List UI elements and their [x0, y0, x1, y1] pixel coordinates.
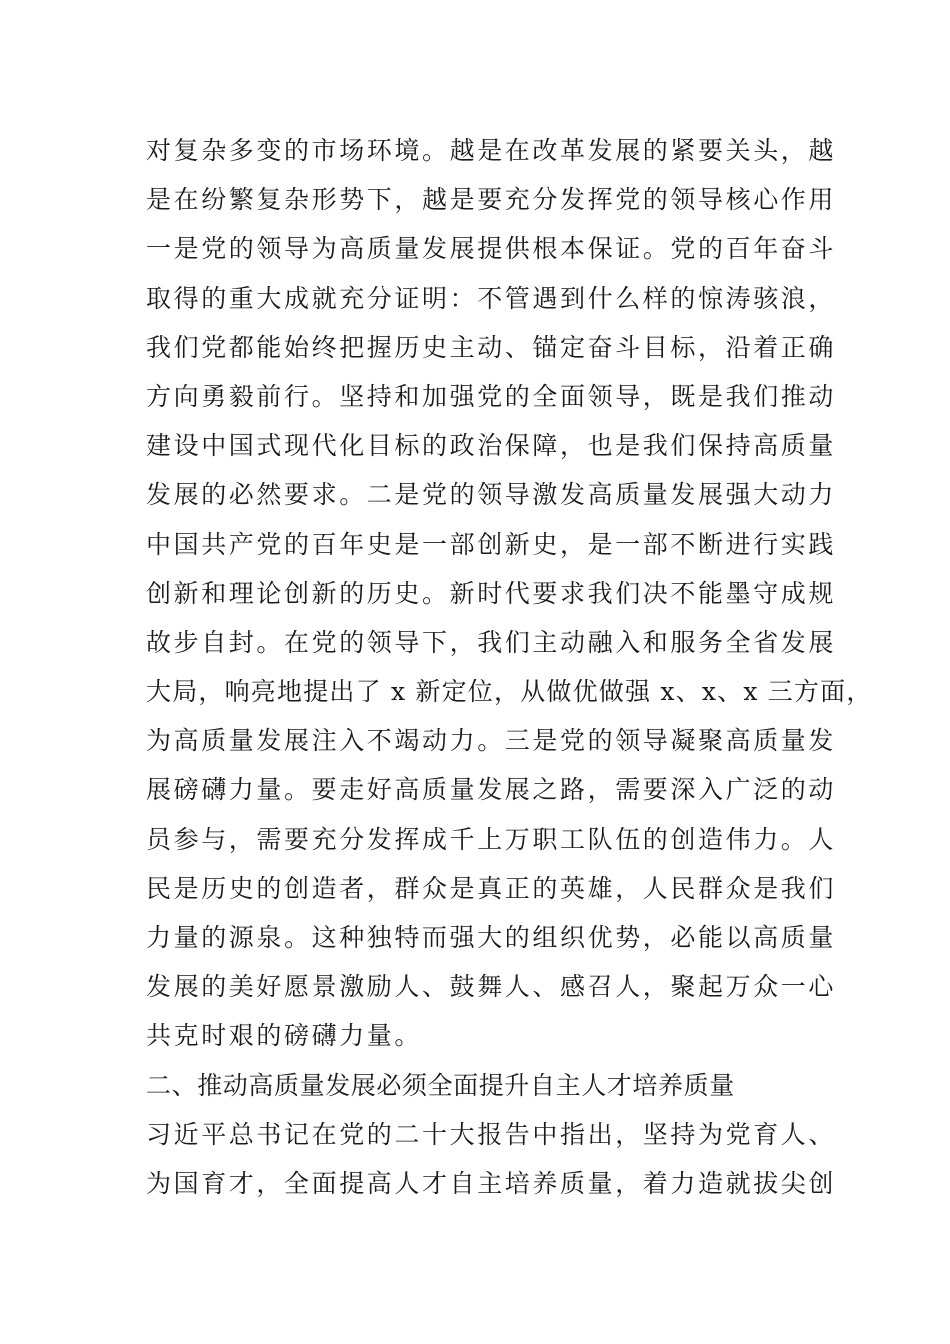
text-line: 为高质量发展注入不竭动力。三是党的领导凝聚高质量发 [146, 726, 837, 756]
text-line: 力量的源泉。这种独特而强大的组织优势，必能以高质量 [146, 923, 837, 952]
text-line: 创新和理论创新的历史。新时代要求我们决不能墨守成规 [146, 578, 837, 608]
text-line: 发展的美好愿景激励人、鼓舞人、感召人，聚起万众一心 [146, 972, 837, 1002]
text-line: 建设中国式现代化目标的政治保障，也是我们保持高质量 [146, 431, 837, 461]
text-line: 故步自封。在党的领导下，我们主动融入和服务全省发展 [146, 627, 837, 657]
text-line: 习近平总书记在党的二十大报告中指出，坚持为党育人、 [146, 1119, 837, 1149]
text-line: 我们党都能始终把握历史主动、锚定奋斗目标，沿着正确 [146, 332, 837, 362]
text-line: 员参与，需要充分发挥成千上万职工队伍的创造伟力。人 [146, 824, 837, 854]
text-line: 是在纷繁复杂形势下，越是要充分发挥党的领导核心作用 [146, 185, 837, 215]
text-line: 展磅礴力量。要走好高质量发展之路，需要深入广泛的动 [146, 775, 837, 805]
section-heading: 二、推动高质量发展必须全面提升自主人才培养质量 [146, 1070, 735, 1100]
text-line: 为国育才，全面提高人才自主培养质量，着力造就拔尖创 [146, 1168, 837, 1198]
text-line: 民是历史的创造者，群众是真正的英雄，人民群众是我们 [146, 873, 837, 903]
text-line: 大局，响亮地提出了 x 新定位，从做优做强 x、x、x 三方面， [146, 677, 873, 707]
text-line: 方向勇毅前行。坚持和加强党的全面领导，既是我们推动 [146, 381, 837, 411]
text-line: 中国共产党的百年史是一部创新史，是一部不断进行实践 [146, 529, 837, 559]
text-line: 取得的重大成就充分证明：不管遇到什么样的惊涛骇浪， [146, 283, 837, 313]
text-line: 共克时艰的磅礴力量。 [146, 1021, 423, 1051]
text-line: 一是党的领导为高质量发展提供根本保证。党的百年奋斗 [146, 234, 837, 264]
text-line: 发展的必然要求。二是党的领导激发高质量发展强大动力 [146, 480, 837, 510]
body-text [146, 126, 873, 1208]
text-line: 对复杂多变的市场环境。越是在改革发展的紧要关头，越 [146, 136, 837, 165]
